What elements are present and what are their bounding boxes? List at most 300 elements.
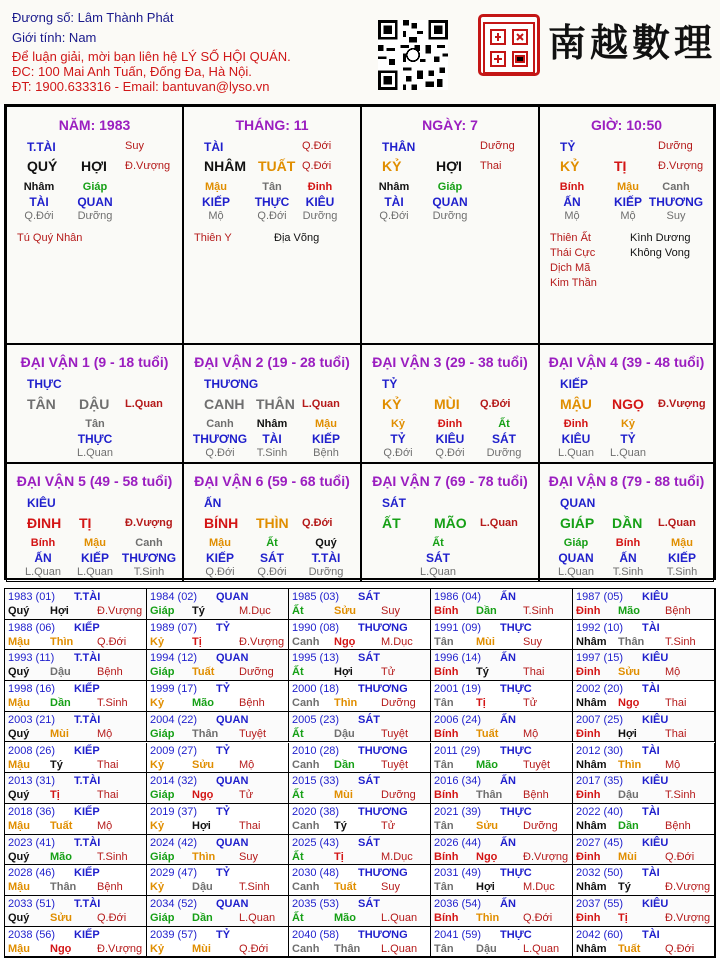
year-stem: Canh bbox=[292, 697, 320, 710]
year-god: KIÊU bbox=[642, 775, 669, 788]
hidden-god: TÀI bbox=[262, 432, 282, 446]
hidden-stem: Tân bbox=[262, 181, 282, 193]
year-stage: Đ.Vượng bbox=[239, 635, 285, 648]
dai-van-stem: BÍNH bbox=[204, 515, 239, 531]
year-branch: Thìn bbox=[476, 912, 500, 924]
year-cell bbox=[147, 773, 289, 804]
year-branch: Ngọ bbox=[618, 697, 640, 710]
year-branch: Thìn bbox=[618, 758, 642, 771]
year-god: QUAN bbox=[216, 836, 249, 849]
hidden-stage: Dưỡng bbox=[302, 210, 338, 222]
year-label: 1998 (16) bbox=[8, 683, 56, 696]
dai-van-god: THƯƠNG bbox=[204, 377, 259, 391]
year-cell bbox=[5, 835, 147, 866]
pillar-branch: TUẤT bbox=[258, 158, 296, 174]
dai-van-cell bbox=[183, 463, 361, 582]
year-god: T.TÀI bbox=[74, 591, 101, 603]
annual-luck-table bbox=[4, 588, 716, 958]
year-god: T.TÀI bbox=[74, 652, 101, 665]
dai-van-stage: Đ.Vượng bbox=[125, 517, 173, 529]
star-item: Thiên Y bbox=[194, 232, 232, 244]
year-stage: Bệnh bbox=[97, 881, 123, 894]
year-stem: Mậu bbox=[8, 697, 30, 710]
year-cell bbox=[289, 650, 431, 681]
year-cell bbox=[431, 773, 573, 804]
year-cell bbox=[289, 620, 431, 651]
year-cell bbox=[431, 804, 573, 835]
pillar-stem-god: T.TÀI bbox=[27, 140, 56, 154]
dai-van-title: ĐẠI VẬN 7 (69 - 78 tuổi) bbox=[372, 473, 528, 489]
year-branch: Sửu bbox=[334, 605, 357, 617]
year-branch: Mùi bbox=[50, 727, 69, 740]
year-label: 1985 (03) bbox=[292, 591, 340, 603]
hidden-god: QUAN bbox=[77, 195, 113, 209]
year-stem: Giáp bbox=[150, 789, 175, 802]
year-stem: Ất bbox=[292, 789, 304, 802]
year-cell bbox=[573, 743, 715, 774]
year-stage: Thai bbox=[523, 666, 545, 679]
year-label: 2000 (18) bbox=[292, 683, 340, 696]
year-label: 2017 (35) bbox=[576, 775, 624, 788]
dai-van-cell bbox=[6, 463, 183, 582]
dai-van-branch: TỊ bbox=[79, 515, 92, 531]
year-label: 2036 (54) bbox=[434, 898, 482, 910]
hidden-god: KIẾP bbox=[80, 551, 109, 565]
year-cell bbox=[573, 835, 715, 866]
hidden-stage: T.Sinh bbox=[256, 447, 288, 459]
year-label: 1984 (02) bbox=[150, 591, 198, 603]
year-label: 2033 (51) bbox=[8, 898, 56, 910]
year-cell bbox=[147, 804, 289, 835]
hidden-stage: Q.Đới bbox=[205, 566, 235, 578]
hidden-stem: Kỷ bbox=[390, 418, 406, 430]
year-god: SÁT bbox=[358, 775, 380, 788]
year-stage: M.Dục bbox=[381, 635, 413, 648]
year-god: KIẾP bbox=[74, 867, 100, 880]
year-label: 1993 (11) bbox=[8, 652, 55, 665]
year-god: TỶ bbox=[216, 805, 231, 818]
year-god: TỶ bbox=[216, 867, 231, 880]
year-label: 2030 (48) bbox=[292, 867, 340, 880]
year-branch: Mùi bbox=[476, 635, 495, 648]
year-cell bbox=[289, 865, 431, 896]
year-stage: Bệnh bbox=[665, 605, 691, 617]
hidden-stage: Mộ bbox=[208, 210, 224, 222]
year-stage: Tử bbox=[381, 819, 396, 832]
year-label: 2035 (53) bbox=[292, 898, 340, 910]
year-label: 2026 (44) bbox=[434, 836, 482, 849]
pillar-branch-stage: Đ.Vượng bbox=[125, 160, 171, 172]
year-god: T.TÀI bbox=[74, 898, 101, 910]
year-stage: T.Sinh bbox=[665, 635, 696, 648]
hidden-stem: Mậu bbox=[209, 537, 231, 549]
year-stem: Bính bbox=[434, 850, 459, 863]
year-stage: Q.Đới bbox=[97, 635, 127, 648]
year-branch: Dần bbox=[192, 912, 213, 924]
year-stage: Q.Đới bbox=[665, 942, 695, 955]
hidden-stage: Dưỡng bbox=[308, 566, 344, 578]
hidden-stem: Giáp bbox=[563, 537, 589, 549]
year-cell bbox=[573, 681, 715, 712]
pillar-title: THÁNG: 11 bbox=[235, 117, 309, 133]
year-stage: L.Quan bbox=[381, 912, 418, 924]
pillar-branch: HỢI bbox=[81, 158, 107, 174]
year-cell bbox=[431, 650, 573, 681]
star-item: Không Vong bbox=[630, 247, 690, 259]
year-cell bbox=[5, 773, 147, 804]
dai-van-stage: Đ.Vượng bbox=[658, 398, 706, 410]
hidden-stage: Dưỡng bbox=[77, 210, 113, 222]
year-stage: Thai bbox=[665, 727, 687, 740]
dai-van-stage: L.Quan bbox=[480, 517, 518, 529]
year-cell bbox=[289, 927, 431, 958]
year-branch: Ngọ bbox=[476, 850, 498, 863]
star-item: Dịch Mã bbox=[550, 262, 591, 274]
year-cell bbox=[147, 650, 289, 681]
year-god: KIÊU bbox=[642, 591, 669, 603]
year-stage: Bệnh bbox=[665, 819, 691, 832]
year-stem: Mậu bbox=[8, 758, 30, 771]
year-stage: Bệnh bbox=[97, 666, 123, 679]
header bbox=[0, 0, 720, 104]
year-stage: Q.Đới bbox=[665, 850, 695, 863]
dai-van-stem: TÂN bbox=[27, 396, 56, 412]
hidden-god: ẤN bbox=[563, 195, 581, 209]
year-stem: Tân bbox=[434, 942, 454, 955]
year-cell bbox=[147, 712, 289, 743]
year-label: 2027 (45) bbox=[576, 836, 624, 849]
year-label: 2003 (21) bbox=[8, 713, 56, 726]
star-item: Địa Võng bbox=[274, 232, 320, 244]
dai-van-god: KIÊU bbox=[27, 496, 56, 510]
year-cell bbox=[147, 896, 289, 927]
pillar-cell bbox=[539, 106, 714, 344]
year-stage: Dưỡng bbox=[381, 789, 416, 802]
hidden-god: THƯƠNG bbox=[121, 551, 177, 565]
year-cell bbox=[5, 804, 147, 835]
year-stage: Mộ bbox=[97, 727, 113, 740]
brand-logo: 南越數理 bbox=[548, 20, 717, 65]
year-cell bbox=[431, 620, 573, 651]
year-stage: Suy bbox=[381, 605, 400, 617]
year-label: 2011 (29) bbox=[434, 744, 481, 757]
year-stage: Bệnh bbox=[523, 789, 549, 802]
year-stem: Canh bbox=[292, 819, 320, 832]
year-stage: Đ.Vượng bbox=[665, 881, 711, 894]
owner-name: Đương số: Lâm Thành Phát bbox=[12, 10, 174, 25]
hidden-stem: Bính bbox=[30, 537, 56, 549]
year-stem: Nhâm bbox=[576, 697, 607, 710]
year-cell bbox=[289, 773, 431, 804]
year-branch: Tuất bbox=[192, 666, 215, 679]
year-cell bbox=[147, 865, 289, 896]
year-cell bbox=[573, 650, 715, 681]
hidden-stage: L.Quan bbox=[76, 566, 114, 578]
year-stem: Tân bbox=[434, 697, 454, 710]
year-stem: Quý bbox=[8, 605, 30, 617]
year-label: 2004 (22) bbox=[150, 713, 198, 726]
year-cell bbox=[5, 927, 147, 958]
hidden-stage: Dưỡng bbox=[486, 447, 522, 459]
year-label: 2012 (30) bbox=[576, 744, 624, 757]
year-branch: Dần bbox=[50, 697, 71, 710]
year-stem: Nhâm bbox=[576, 635, 607, 648]
year-stem: Tân bbox=[434, 635, 454, 648]
year-cell bbox=[5, 650, 147, 681]
year-stem: Quý bbox=[8, 727, 30, 740]
year-god: T.TÀI bbox=[74, 713, 101, 726]
year-stem: Ất bbox=[292, 666, 304, 679]
hidden-god: KIẾP bbox=[311, 432, 340, 446]
year-stem: Giáp bbox=[150, 605, 175, 617]
hidden-god: KIÊU bbox=[305, 195, 335, 209]
year-cell bbox=[431, 589, 573, 620]
dai-van-title: ĐẠI VẬN 8 (79 - 88 tuổi) bbox=[548, 473, 705, 489]
year-branch: Tị bbox=[476, 697, 486, 710]
year-god: TỶ bbox=[216, 928, 231, 941]
year-god: TÀI bbox=[642, 744, 660, 757]
year-cell bbox=[289, 835, 431, 866]
year-branch: Sửu bbox=[192, 758, 215, 771]
hidden-stage: L.Quan bbox=[609, 447, 647, 459]
year-stem: Nhâm bbox=[576, 819, 607, 832]
chart-board bbox=[4, 104, 716, 580]
year-branch: Mùi bbox=[334, 789, 353, 802]
year-label: 2001 (19) bbox=[434, 683, 482, 696]
year-branch: Mão bbox=[192, 697, 214, 710]
contact-line: Để luận giải, mời bạn liên hệ LÝ SỐ HỘI QUÁN. bbox=[12, 49, 291, 64]
year-cell bbox=[5, 589, 147, 620]
year-label: 2006 (24) bbox=[434, 713, 482, 726]
hidden-god: KIẾP bbox=[667, 551, 696, 565]
dai-van-god: THỰC bbox=[27, 377, 62, 391]
year-branch: Hợi bbox=[618, 727, 637, 740]
year-stage: Tuyệt bbox=[381, 758, 409, 771]
hidden-god: KIÊU bbox=[561, 432, 591, 446]
year-label: 1996 (14) bbox=[434, 652, 482, 665]
gender: Giới tính: Nam bbox=[12, 30, 97, 45]
year-stem: Kỷ bbox=[150, 942, 165, 955]
year-stage: T.Sinh bbox=[97, 850, 128, 863]
year-cell bbox=[431, 712, 573, 743]
year-stem: Kỷ bbox=[150, 819, 165, 832]
year-god: TÀI bbox=[642, 621, 660, 634]
year-stage: Đ.Vượng bbox=[97, 942, 143, 955]
year-cell bbox=[147, 681, 289, 712]
year-stage: Suy bbox=[239, 850, 258, 863]
year-stem: Bính bbox=[434, 605, 459, 617]
year-cell bbox=[147, 620, 289, 651]
year-god: TÀI bbox=[642, 928, 660, 941]
year-branch: Tị bbox=[618, 912, 628, 924]
year-cell bbox=[431, 835, 573, 866]
year-label: 1991 (09) bbox=[434, 621, 482, 634]
year-stem: Mậu bbox=[8, 819, 30, 832]
dai-van-cell bbox=[539, 463, 714, 582]
year-stem: Kỷ bbox=[150, 758, 165, 771]
year-stem: Nhâm bbox=[576, 758, 607, 771]
pillar-branch-stage: Thai bbox=[480, 160, 502, 172]
seal-icon bbox=[481, 20, 537, 76]
dai-van-branch: NGỌ bbox=[612, 396, 644, 412]
hidden-stage: Q.Đới bbox=[205, 447, 235, 459]
year-cell bbox=[5, 865, 147, 896]
year-cell bbox=[5, 743, 147, 774]
year-god: ẤN bbox=[500, 836, 516, 849]
year-stage: Mộ bbox=[523, 727, 539, 740]
hidden-stage: L.Quan bbox=[557, 566, 595, 578]
hidden-god: QUAN bbox=[558, 551, 594, 565]
year-stem: Quý bbox=[8, 912, 30, 924]
hidden-stem: Mậu bbox=[315, 418, 337, 430]
dai-van-title: ĐẠI VẬN 5 (49 - 58 tuổi) bbox=[16, 473, 173, 489]
hidden-stem: Nhâm bbox=[378, 181, 410, 193]
year-god: SÁT bbox=[358, 898, 380, 910]
dai-van-god: ẤN bbox=[204, 496, 222, 510]
year-label: 2042 (60) bbox=[576, 928, 624, 941]
pillar-stem-god: TÀI bbox=[204, 140, 224, 154]
year-branch: Mão bbox=[334, 912, 356, 924]
year-cell bbox=[147, 589, 289, 620]
year-cell bbox=[289, 896, 431, 927]
year-god: KIẾP bbox=[74, 928, 100, 941]
year-cell bbox=[289, 681, 431, 712]
year-stage: M.Dục bbox=[239, 605, 271, 617]
hidden-stage: Bệnh bbox=[313, 447, 339, 459]
year-branch: Dậu bbox=[50, 666, 71, 679]
year-stem: Canh bbox=[292, 881, 320, 894]
hidden-stem: Tân bbox=[85, 418, 105, 430]
dai-van-branch: MÃO bbox=[434, 515, 467, 531]
pillar-title: GIỜ: 10:50 bbox=[590, 117, 663, 133]
year-branch: Mão bbox=[50, 850, 72, 863]
address-line: ĐC: 100 Mai Anh Tuấn, Đống Đa, Hà Nội. bbox=[12, 64, 252, 79]
year-branch: Ngọ bbox=[192, 789, 214, 802]
pillar-stem-god: THÂN bbox=[382, 140, 416, 154]
year-cell bbox=[573, 896, 715, 927]
star-item: Kình Dương bbox=[630, 232, 691, 244]
year-god: QUAN bbox=[216, 775, 249, 788]
hidden-stem: Đinh bbox=[307, 181, 333, 193]
dai-van-god: KIẾP bbox=[560, 377, 589, 391]
hidden-god: SÁT bbox=[426, 551, 450, 565]
hidden-stage: T.Sinh bbox=[666, 566, 698, 578]
hidden-stem: Giáp bbox=[437, 181, 463, 193]
dai-van-branch: DẬU bbox=[79, 396, 110, 412]
year-stage: Mộ bbox=[239, 758, 255, 771]
year-stem: Đinh bbox=[576, 912, 601, 924]
year-stage: T.Sinh bbox=[97, 697, 128, 710]
year-god: THỰC bbox=[500, 805, 532, 818]
year-stage: Thai bbox=[97, 789, 119, 802]
year-stage: Q.Đới bbox=[239, 942, 269, 955]
year-stage: L.Quan bbox=[523, 942, 560, 955]
year-god: TÀI bbox=[642, 683, 660, 696]
year-label: 2022 (40) bbox=[576, 805, 624, 818]
year-stage: Thai bbox=[665, 697, 687, 710]
hidden-god: TÀI bbox=[384, 195, 404, 209]
year-branch: Dần bbox=[476, 605, 497, 617]
year-label: 2005 (23) bbox=[292, 713, 340, 726]
year-stage: Q.Đới bbox=[97, 912, 127, 924]
hidden-stage: Mộ bbox=[620, 210, 636, 222]
year-stem: Quý bbox=[8, 666, 30, 679]
dai-van-stem: GIÁP bbox=[560, 515, 595, 531]
year-branch: Sửu bbox=[50, 912, 73, 924]
dai-van-stem: KỶ bbox=[382, 396, 402, 412]
hidden-stage: L.Quan bbox=[76, 447, 114, 459]
dai-van-stem: MẬU bbox=[560, 396, 592, 412]
year-label: 2040 (58) bbox=[292, 928, 340, 941]
year-god: KIẾP bbox=[74, 683, 100, 696]
year-label: 1990 (08) bbox=[292, 621, 340, 634]
year-branch: Dậu bbox=[618, 789, 639, 802]
year-god: THƯƠNG bbox=[358, 621, 408, 634]
year-stem: Mậu bbox=[8, 635, 30, 648]
year-stem: Ất bbox=[292, 850, 304, 863]
dai-van-stage: L.Quan bbox=[658, 517, 696, 529]
year-cell bbox=[573, 804, 715, 835]
hidden-god: QUAN bbox=[432, 195, 468, 209]
year-stem: Mậu bbox=[8, 881, 30, 894]
year-branch: Sửu bbox=[476, 819, 499, 832]
pillar-right-top: Dưỡng bbox=[480, 140, 515, 152]
year-branch: Thân bbox=[476, 789, 503, 802]
year-label: 2034 (52) bbox=[150, 898, 198, 910]
year-branch: Tý bbox=[192, 605, 205, 617]
year-god: THƯƠNG bbox=[358, 928, 408, 941]
year-cell bbox=[147, 927, 289, 958]
year-stem: Ất bbox=[292, 727, 304, 740]
year-stem: Giáp bbox=[150, 727, 175, 740]
year-label: 2008 (26) bbox=[8, 744, 56, 757]
hidden-stem: Kỷ bbox=[620, 418, 636, 430]
year-label: 2024 (42) bbox=[150, 836, 198, 849]
hidden-god: THỰC bbox=[77, 432, 113, 446]
pillar-branch: HỢI bbox=[436, 158, 462, 174]
year-stem: Canh bbox=[292, 635, 320, 648]
hidden-stem: Quý bbox=[315, 537, 337, 549]
star-item: Thái Cực bbox=[550, 247, 596, 259]
hidden-stage: Q.Đới bbox=[379, 210, 409, 222]
year-label: 1994 (12) bbox=[150, 652, 198, 665]
year-stem: Đinh bbox=[576, 850, 601, 863]
year-label: 2029 (47) bbox=[150, 867, 198, 880]
year-stem: Bính bbox=[434, 912, 459, 924]
year-label: 2041 (59) bbox=[434, 928, 482, 941]
year-branch: Sửu bbox=[618, 666, 641, 679]
dai-van-stage: L.Quan bbox=[125, 398, 163, 410]
year-cell bbox=[431, 927, 573, 958]
hidden-god: SÁT bbox=[492, 432, 516, 446]
year-branch: Tý bbox=[618, 881, 631, 894]
hidden-stage: Suy bbox=[666, 210, 686, 222]
hidden-stage: Q.Đới bbox=[24, 210, 54, 222]
year-stem: Nhâm bbox=[576, 942, 607, 955]
year-stem: Bính bbox=[434, 666, 459, 679]
year-stage: Mộ bbox=[665, 666, 681, 679]
year-stem: Ất bbox=[292, 605, 304, 617]
year-cell bbox=[5, 896, 147, 927]
hidden-stage: T.Sinh bbox=[133, 566, 165, 578]
year-stage: Đ.Vượng bbox=[97, 605, 143, 617]
hidden-stem: Nhâm bbox=[23, 181, 55, 193]
year-cell bbox=[431, 743, 573, 774]
year-cell bbox=[289, 712, 431, 743]
pillar-branch: TỊ bbox=[614, 158, 627, 174]
star-item: Kim Thần bbox=[550, 277, 597, 289]
hidden-god: ẤN bbox=[34, 551, 52, 565]
